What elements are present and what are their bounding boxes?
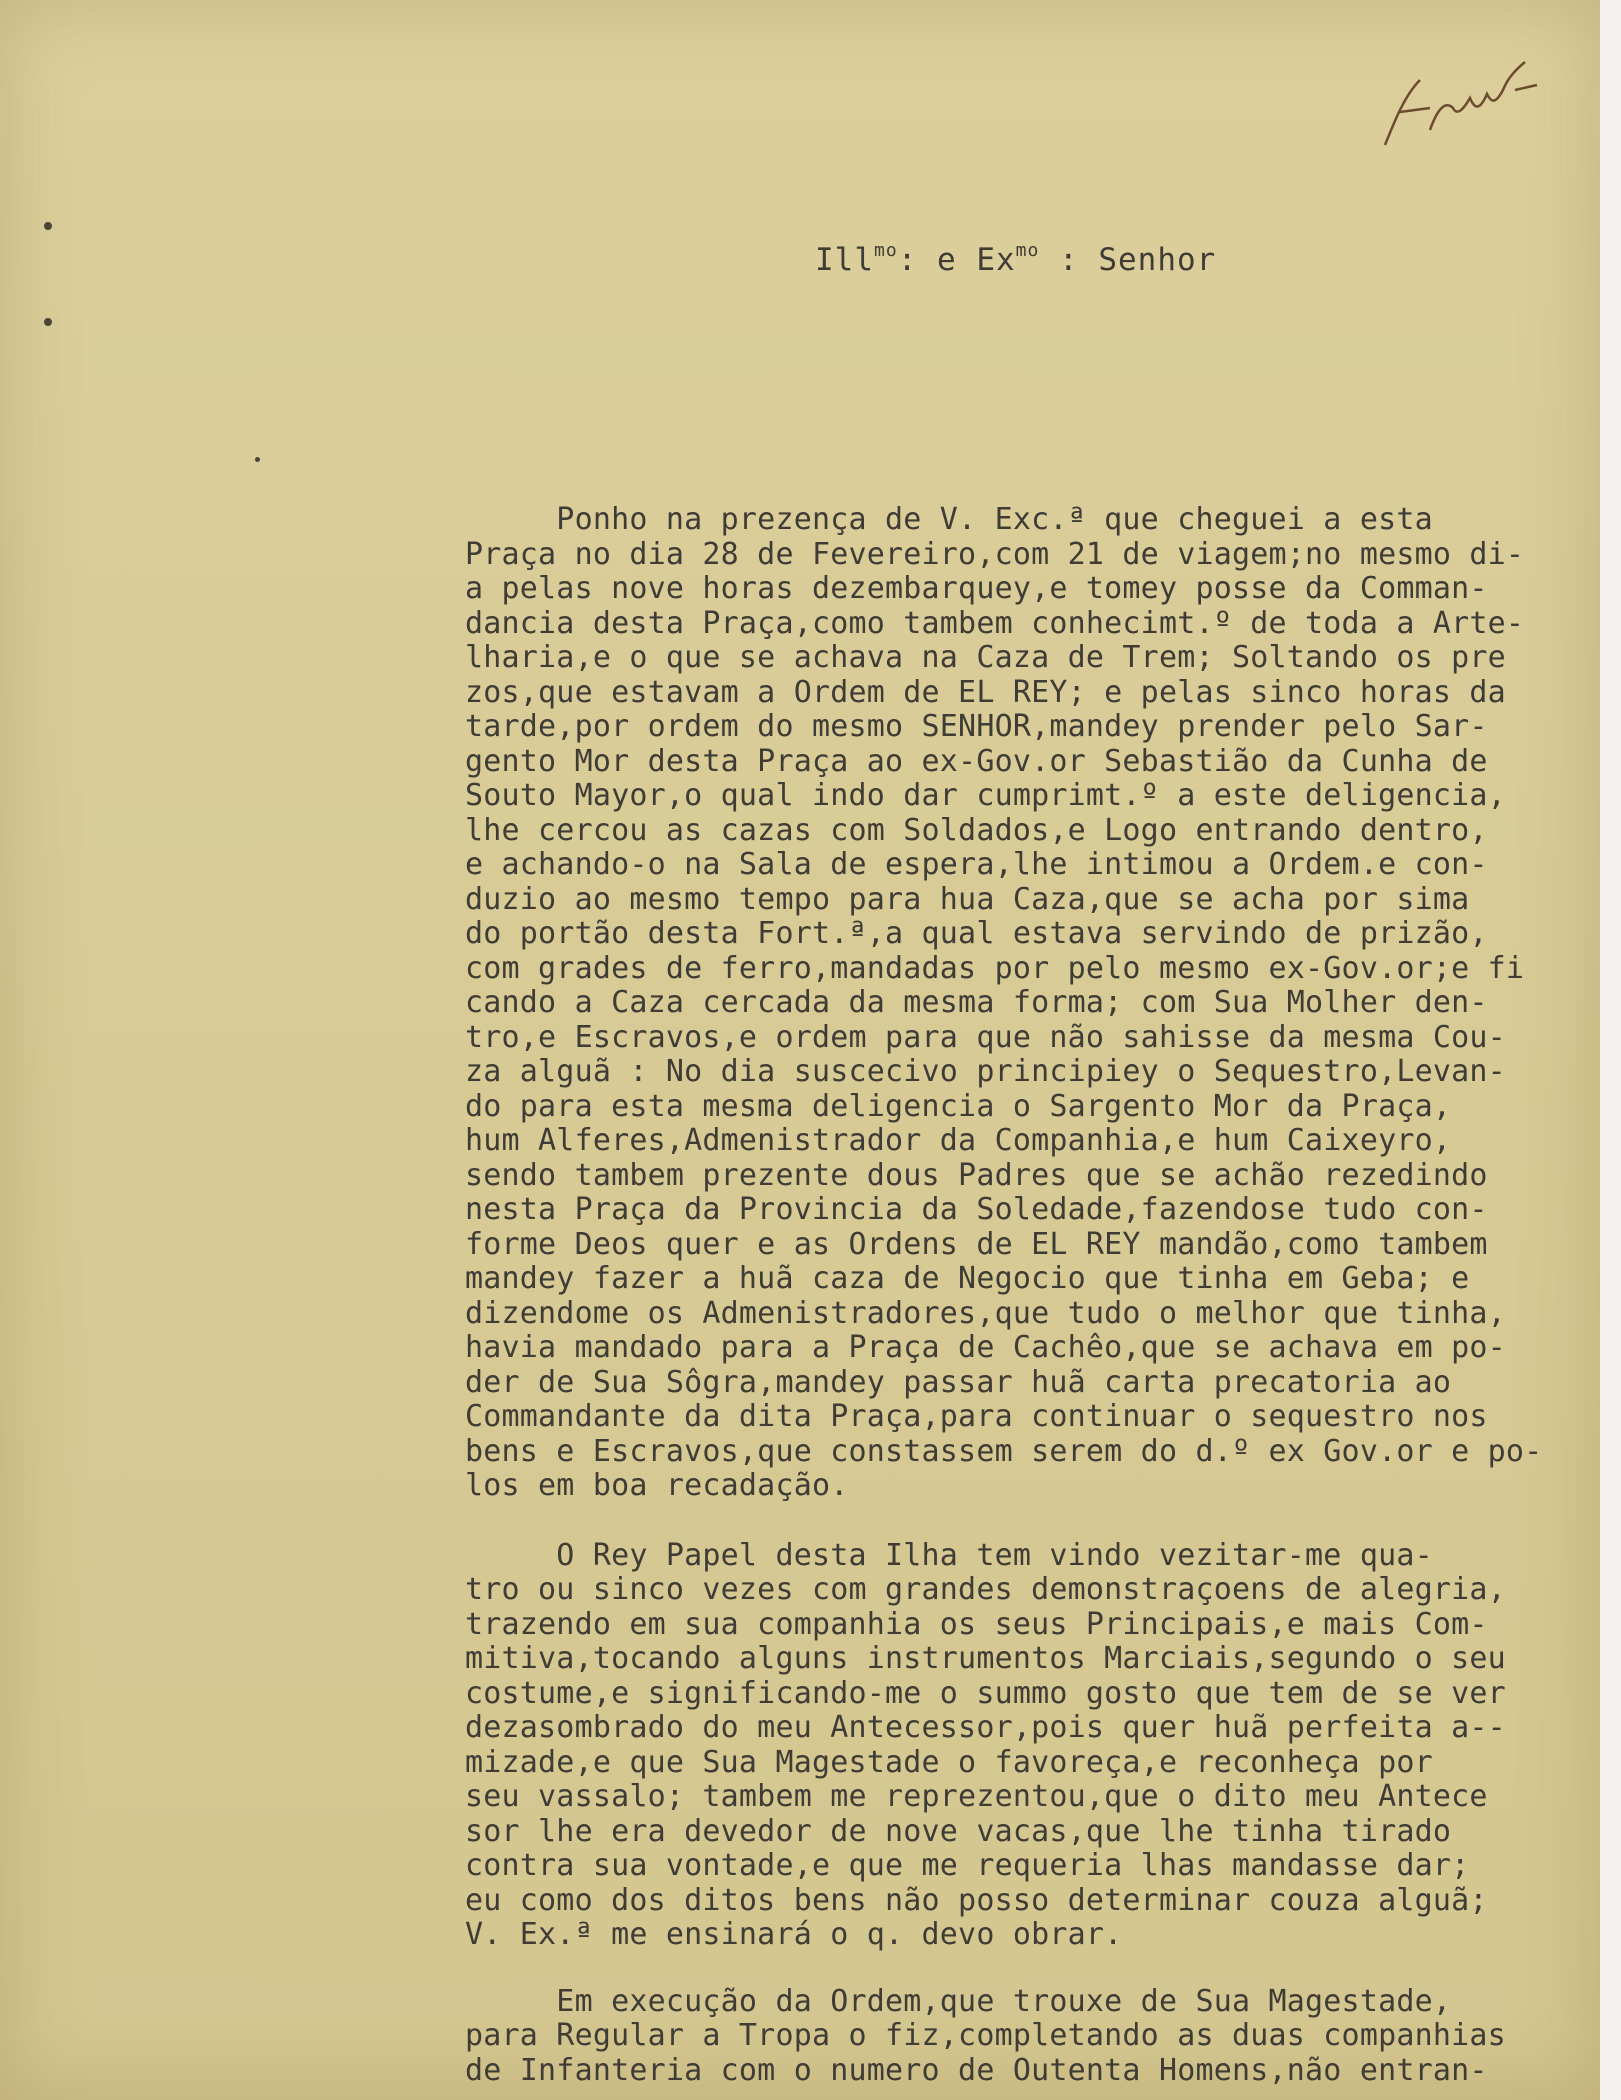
punch-mark-top <box>44 222 52 230</box>
text-line: Ponho na prezença de V. Exc.ª que cheguei a esta <box>465 502 1433 537</box>
text-line: a pelas nove horas dezembarquey,e tomey posse da Comman- <box>465 571 1488 606</box>
text-line: nesta Praça da Provincia da Soledade,fazendose tudo con- <box>465 1192 1488 1227</box>
text-line: los em boa recadação. <box>465 1468 849 1503</box>
text-line: costume,e significando-me o summo gosto que tem de se ver <box>465 1675 1506 1711</box>
text-line: gento Mor desta Praça ao ex-Gov.or Sebastião da Cunha de <box>465 743 1488 779</box>
handwritten-signature <box>1375 50 1555 160</box>
text-line: dezasombrado do meu Antecessor,pois quer huã perfeita a-- <box>465 1710 1506 1745</box>
text-line: zos,que estavam a Ordem de EL REY; e pelas sinco horas da <box>465 674 1506 710</box>
text-line: V. Ex.ª me ensinará o q. devo obrar. <box>465 1917 1123 1952</box>
paragraph-3 <box>465 1985 1605 2089</box>
salutation-part-1: Ill <box>815 242 874 278</box>
text-line: bens e Escravos,que constassem serem do d.º ex Gov.or e po- <box>465 1433 1543 1469</box>
text-line: hum Alferes,Admenistrador da Companhia,e hum Caixeyro, <box>465 1123 1452 1158</box>
paragraph-spacer <box>465 1504 1605 1539</box>
text-line: de Infanteria com o numero de Outenta Homens,não entran- <box>465 2052 1488 2088</box>
text-line: tarde,por ordem do mesmo SENHOR,mandey prender pelo Sar- <box>465 709 1488 744</box>
salutation-part-3: : Senhor <box>1039 242 1217 278</box>
text-line: para Regular a Tropa o fiz,completando as duas companhias <box>465 2018 1506 2053</box>
punch-mark-middle <box>44 318 52 326</box>
text-line: Praça no dia 28 de Fevereiro,com 21 de viagem;no mesmo di- <box>465 536 1525 572</box>
text-line: Em execução da Ordem,que trouxe de Sua Magestade, <box>465 1983 1452 2019</box>
text-line: seu vassalo; tambem me reprezentou,que o dito meu Antece <box>465 1779 1488 1814</box>
text-line: lharia,e o que se achava na Caza de Trem; Soltando os pre <box>465 640 1506 675</box>
letter-body <box>465 503 1605 2088</box>
text-line: duzio ao mesmo tempo para hua Caza,que se acha por sima <box>465 881 1470 917</box>
text-line: mitiva,tocando alguns instrumentos Marciais,segundo o seu <box>465 1641 1506 1676</box>
paragraph-1 <box>465 503 1605 1504</box>
text-line: O Rey Papel desta Ilha tem vindo vezitar-me qua- <box>465 1537 1433 1573</box>
text-line: forme Deos quer e as Ordens de EL REY mandão,como tambem <box>465 1226 1488 1262</box>
text-line: mizade,e que Sua Magestade o favoreça,e reconheça por <box>465 1744 1433 1780</box>
text-line: do portão desta Fort.ª,a qual estava servindo de prizão, <box>465 916 1488 951</box>
paragraph-2 <box>465 1539 1605 1953</box>
salutation-part-2: : e Ex <box>897 242 1016 278</box>
text-line: dancia desta Praça,como tambem conhecimt.º de toda a Arte- <box>465 605 1525 641</box>
text-line: havia mandado para a Praça de Cachêo,que se achava em po- <box>465 1330 1506 1365</box>
text-line: e achando-o na Sala de espera,lhe intimou a Ordem.e con- <box>465 847 1488 882</box>
text-line: sor lhe era devedor de nove vacas,que lhe tinha tirado <box>465 1813 1452 1849</box>
text-line: tro,e Escravos,e ordem para que não sahisse da mesma Cou- <box>465 1019 1506 1055</box>
punch-mark-lower <box>255 457 260 462</box>
text-line: do para esta mesma deligencia o Sargento Mor da Praça, <box>465 1088 1452 1124</box>
text-line: za alguã : No dia suscecivo principiey o Sequestro,Levan- <box>465 1054 1506 1089</box>
letter-salutation <box>815 240 1216 278</box>
text-line: lhe cercou as cazas com Soldados,e Logo entrando dentro, <box>465 812 1488 848</box>
text-line: trazendo em sua companhia os seus Principais,e mais Com- <box>465 1606 1488 1642</box>
text-line: sendo tambem prezente dous Padres que se achão rezedindo <box>465 1157 1488 1193</box>
text-line: Commandante da dita Praça,para continuar o sequestro nos <box>465 1399 1488 1434</box>
text-line: der de Sua Sôgra,mandey passar huã carta precatoria ao <box>465 1364 1452 1400</box>
text-line: com grades de ferro,mandadas por pelo mesmo ex-Gov.or;e fi <box>465 950 1525 986</box>
text-line: tro ou sinco vezes com grandes demonstraçoens de alegria, <box>465 1572 1506 1607</box>
text-line: contra sua vontade,e que me requeria lhas mandasse dar; <box>465 1848 1470 1883</box>
text-line: Souto Mayor,o qual indo dar cumprimt.º a este deligencia, <box>465 778 1506 813</box>
text-line: cando a Caza cercada da mesma forma; com Sua Molher den- <box>465 985 1488 1020</box>
text-line: mandey fazer a huã caza de Negocio que tinha em Geba; e <box>465 1261 1470 1296</box>
salutation-superscript-1: mo <box>874 240 898 261</box>
paragraph-spacer <box>465 1953 1605 1985</box>
text-line: dizendome os Admenistradores,que tudo o melhor que tinha, <box>465 1295 1506 1331</box>
salutation-superscript-2: mo <box>1015 240 1040 261</box>
text-line: eu como dos ditos bens não posso determinar couza alguã; <box>465 1882 1488 1918</box>
